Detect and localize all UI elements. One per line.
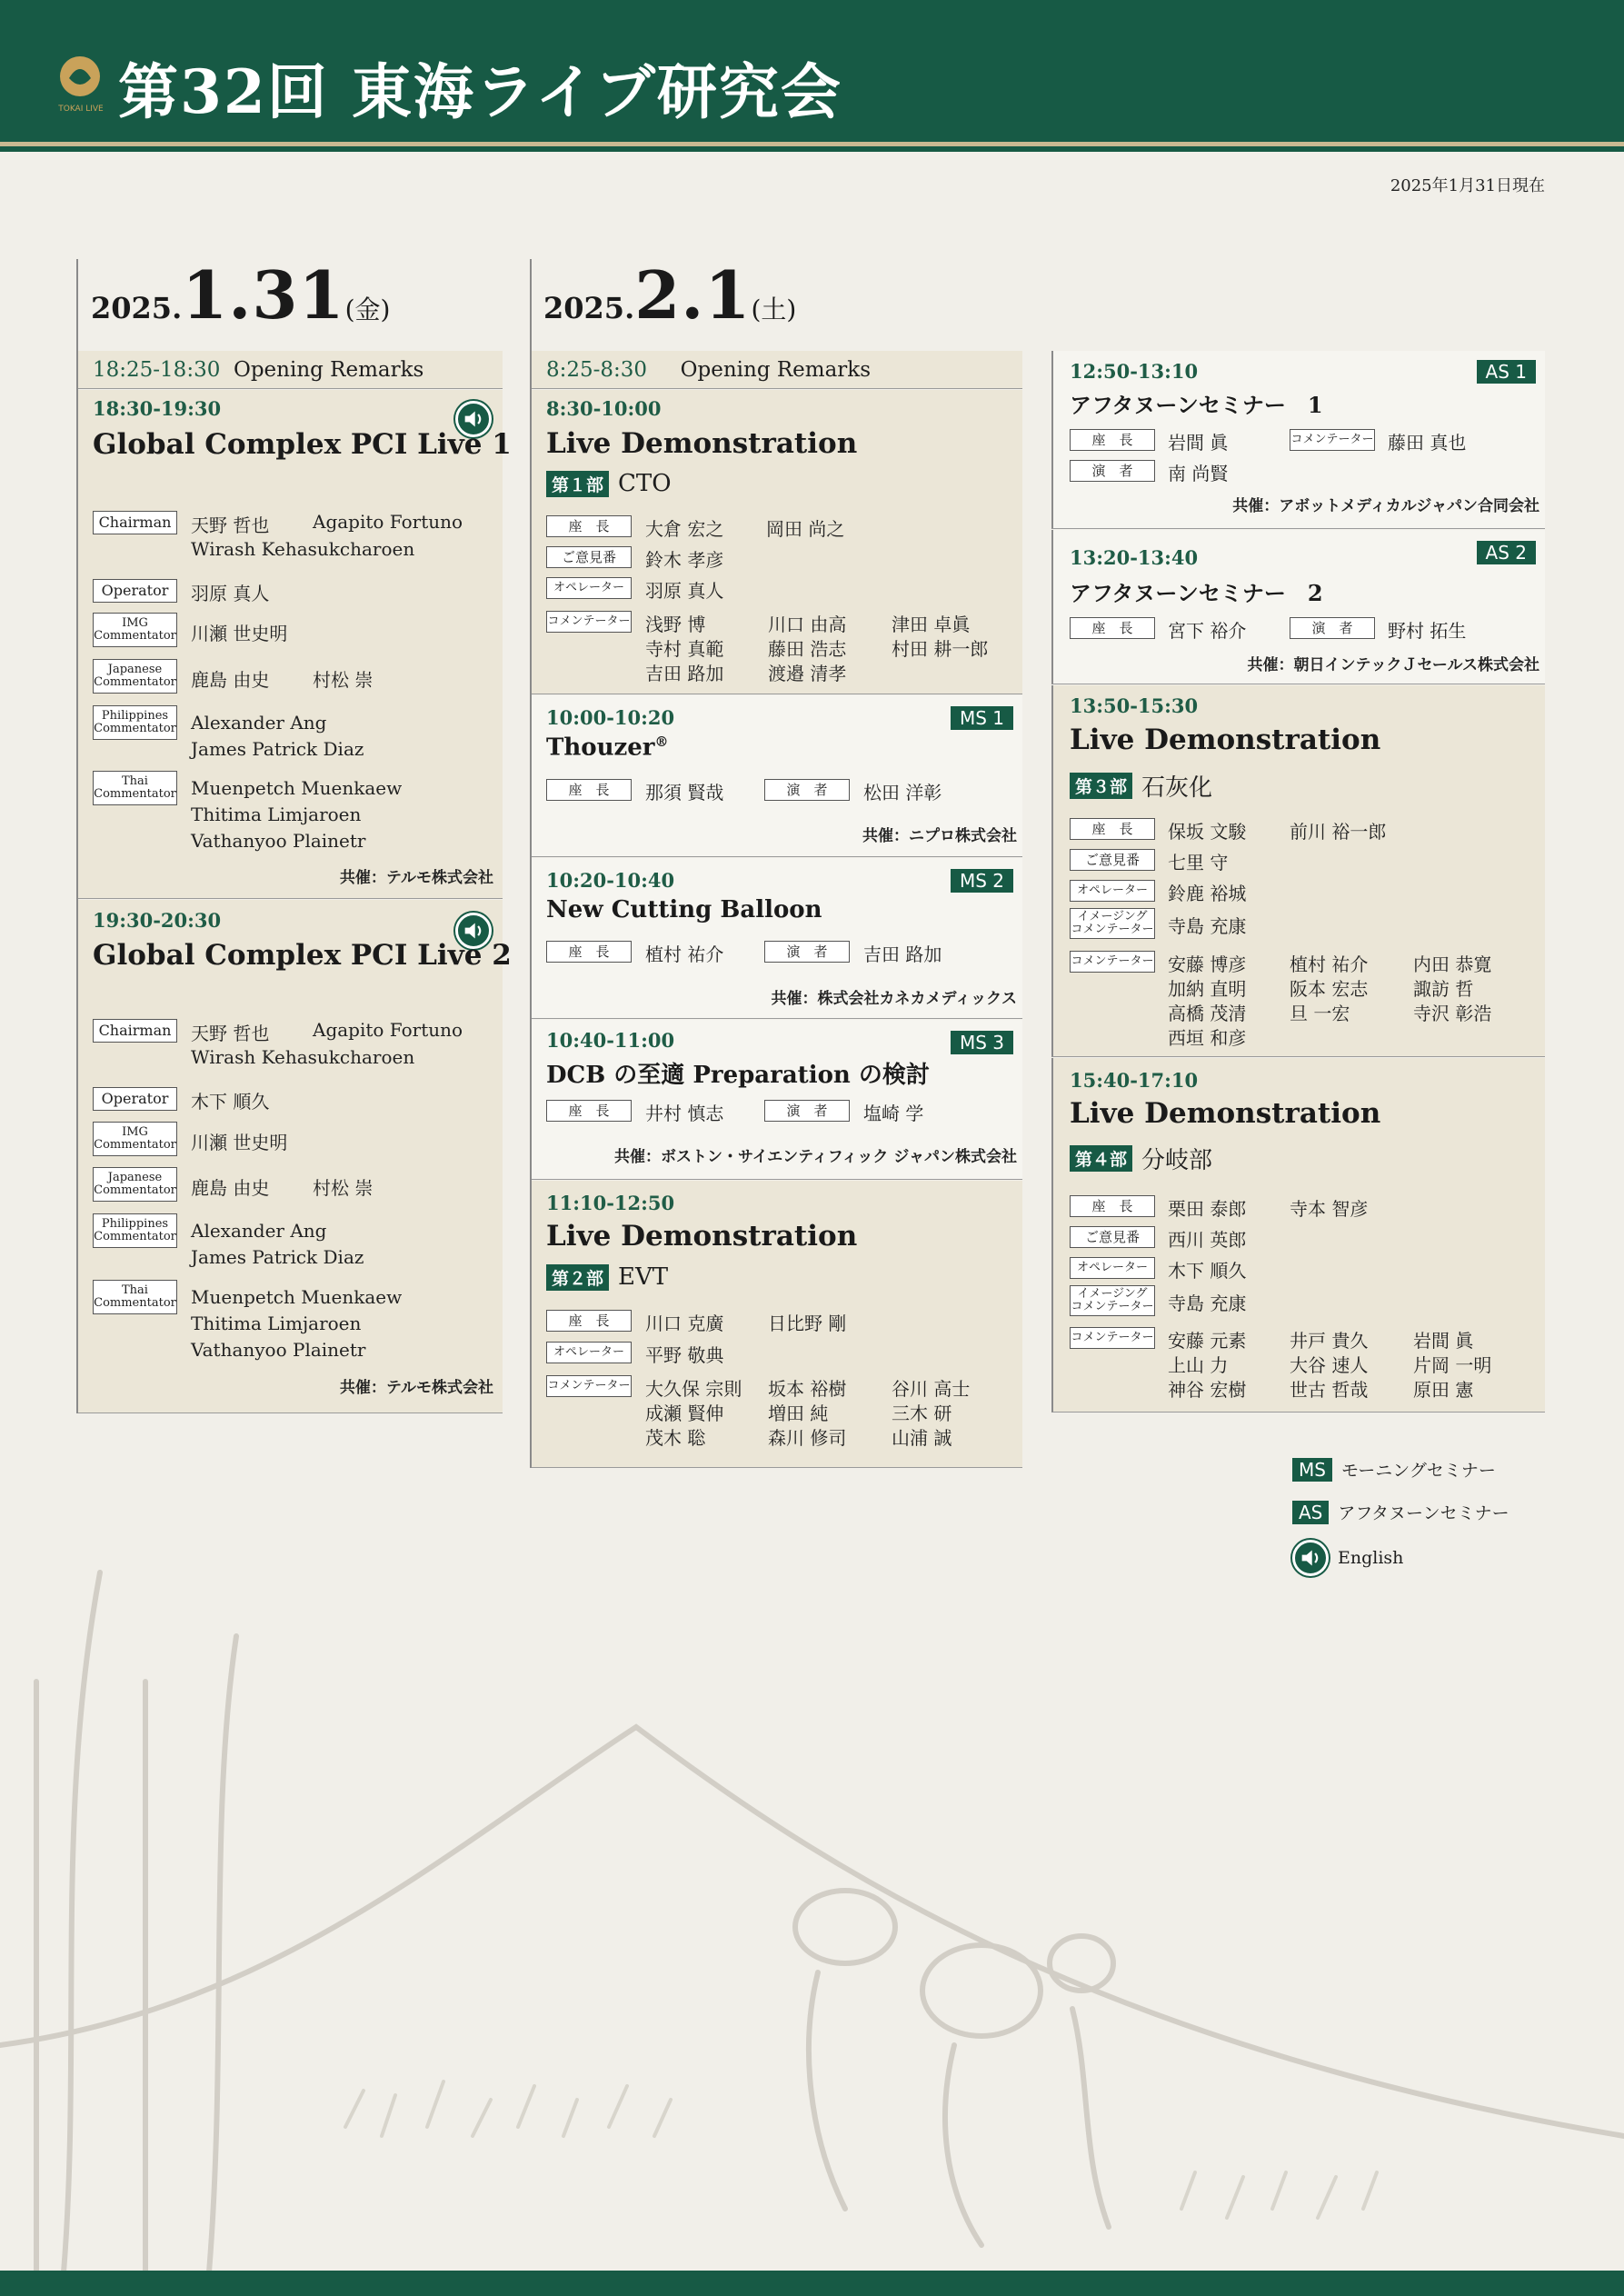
role-tag-commentator: コメンテーター (1070, 1327, 1155, 1349)
session-block-evt (532, 1181, 1022, 1468)
legend-as (1292, 1500, 1509, 1524)
commentator-name: 原田 憲 (1413, 1379, 1474, 1401)
session-block-calcification (1051, 685, 1545, 1057)
commentator-name: 森川 修司 (768, 1427, 847, 1449)
opening-line (546, 358, 871, 382)
role-tag-commentator: コメンテーター (1070, 951, 1155, 973)
role-tag-performer: 演 者 (1070, 460, 1155, 482)
commentator-name: 山浦 誠 (892, 1427, 952, 1449)
legend-text: モーニングセミナー (1340, 1461, 1496, 1481)
chair-name: 岡田 尚之 (766, 518, 845, 540)
role-tag-japanese-commentator: Japanese Commentator (93, 659, 177, 694)
role-tag-performer: 演 者 (764, 779, 850, 801)
role-tag-philippines-commentator: Philippines Commentator (93, 1213, 177, 1248)
performer-name: 吉田 路加 (863, 943, 942, 965)
chairman-name: Agapito Fortuno (313, 511, 463, 533)
session-title: Global Complex PCI Live 2 (93, 939, 512, 972)
sponsor-text: 共催：ニプロ株式会社 (862, 827, 1017, 845)
commentator-name: 植村 祐介 (1290, 953, 1369, 975)
japanese-commentator-name: 鹿島 由史 (191, 1177, 270, 1199)
commentator-name: 加納 直明 (1168, 978, 1247, 1000)
session-time: 13:20-13:40 (1070, 546, 1199, 569)
opening-title: Opening Remarks (233, 358, 424, 382)
role-tag-operator: オペレーター (1070, 880, 1155, 902)
commentator-name: 高橋 茂清 (1168, 1003, 1247, 1024)
part-topic: 分岐部 (1141, 1147, 1213, 1174)
chair-name: 大倉 宏之 (645, 518, 724, 540)
commentator-name: 西垣 和彦 (1168, 1027, 1247, 1049)
commentator-name: 谷川 高士 (892, 1378, 971, 1400)
sponsor-text: 共催：朝日インテックＪセールス株式会社 (1247, 656, 1539, 674)
footer-bar (0, 2271, 1624, 2296)
role-tag-chair: 座 長 (546, 779, 632, 801)
thai-commentator-name: Muenpetch Muenkaew (191, 777, 403, 799)
philippines-commentator-name: Alexander Ang (191, 1220, 327, 1242)
commentator-name: 神谷 宏樹 (1168, 1379, 1247, 1401)
chair-name: 栗田 泰郎 (1168, 1198, 1247, 1220)
opinion-name: 西川 英郎 (1168, 1229, 1247, 1251)
opening-time: 18:25-18:30 (93, 358, 221, 382)
commentator-name: 旦 一宏 (1290, 1003, 1350, 1024)
role-tag-operator: Operator (93, 579, 177, 603)
philippines-commentator-name: Alexander Ang (191, 712, 327, 734)
role-tag-operator: オペレーター (1070, 1257, 1155, 1279)
opening-time: 8:25-8:30 (546, 358, 648, 382)
sponsor-text: 共催：テルモ株式会社 (339, 1379, 493, 1397)
commentator-name: 寺村 真範 (645, 638, 724, 660)
imaging-commentator-name: 寺島 充康 (1168, 1293, 1247, 1314)
page-title: 第32回 東海ライブ研究会 (118, 56, 842, 127)
chair-name: 岩間 眞 (1168, 432, 1229, 454)
session-title: Live Demonstration (1070, 724, 1381, 756)
day1-date: 1.31 (182, 256, 345, 334)
part-topic: EVT (618, 1263, 669, 1291)
commentator-name: 成瀬 賢伸 (645, 1403, 724, 1424)
opening-line (93, 358, 423, 382)
opening-title: Opening Remarks (680, 358, 872, 382)
sponsor-text: 共催：ボストン・サイエンティフィック ジャパン株式会社 (614, 1148, 1017, 1166)
commentator-name: 川口 由高 (768, 614, 847, 635)
legend-english (1292, 1540, 1403, 1576)
commentator-name: 藤田 浩志 (768, 638, 847, 660)
sponsor-text: 共催：テルモ株式会社 (339, 869, 493, 887)
imaging-commentator-name: 寺島 充康 (1168, 915, 1247, 937)
role-tag-operator: オペレーター (546, 1342, 632, 1363)
ms-badge: MS 3 (951, 1031, 1013, 1054)
day1-year: 2025. (91, 291, 183, 325)
operator-name: 羽原 真人 (645, 580, 724, 602)
role-tag-thai-commentator: Thai Commentator (93, 771, 177, 805)
role-tag-performer: 演 者 (764, 941, 850, 963)
session-time: 11:10-12:50 (546, 1192, 675, 1214)
commentator-name: 津田 卓眞 (892, 614, 971, 635)
chair-name: 前川 裕一郎 (1290, 821, 1387, 843)
role-tag-commentator: コメンテーター (1290, 429, 1375, 451)
day2-date: 2.1 (634, 256, 752, 334)
commentator-name: 阪本 宏志 (1290, 978, 1369, 1000)
role-tag-opinion: ご意見番 (1070, 849, 1155, 871)
commentator-name: 安藤 博彦 (1168, 953, 1247, 975)
thai-commentator-name: Vathanyoo Plainetr (191, 830, 366, 852)
session-time: 10:40-11:00 (546, 1029, 675, 1052)
thai-commentator-name: Vathanyoo Plainetr (191, 1339, 366, 1361)
sponsor-text: 共催：アボットメディカルジャパン合同会社 (1232, 497, 1539, 515)
legend-badge: MS (1292, 1458, 1332, 1482)
session-title: Live Demonstration (546, 1220, 858, 1253)
session-title: Live Demonstration (1070, 1097, 1381, 1130)
role-tag-imaging-commentator: イメージング コメンテーター (1070, 1285, 1155, 1316)
tokai-live-logo (53, 51, 109, 116)
commentator-name: 坂本 裕樹 (768, 1378, 847, 1400)
day1-date-heading (91, 256, 390, 334)
chair-name: 寺本 智彦 (1290, 1198, 1369, 1220)
day2-opening-block (532, 351, 1022, 389)
part-badge: 第１部 (546, 471, 609, 497)
part-label (1070, 1142, 1212, 1175)
as-of-date: 2025年1月31日現在 (1390, 176, 1545, 195)
role-tag-opinion: ご意見番 (1070, 1226, 1155, 1248)
chairman-name: Agapito Fortuno (313, 1019, 463, 1041)
thai-commentator-name: Thitima Limjaroen (191, 804, 362, 825)
session-time: 13:50-15:30 (1070, 694, 1199, 717)
chair-name: 那須 賢哉 (645, 782, 724, 804)
role-tag-chair: 座 長 (546, 941, 632, 963)
role-tag-img-commentator: IMG Commentator (93, 1122, 177, 1156)
role-tag-chair: 座 長 (1070, 429, 1155, 451)
part-label (546, 470, 672, 497)
commentator-name: 寺沢 彰浩 (1413, 1003, 1492, 1024)
session-block-as1 (1051, 351, 1545, 529)
part-topic: 石灰化 (1141, 774, 1213, 802)
role-tag-chair: 座 長 (1070, 1195, 1155, 1217)
role-tag-chair: 座 長 (546, 515, 632, 537)
thai-commentator-name: Thitima Limjaroen (191, 1313, 362, 1334)
role-tag-chair: 座 長 (546, 1310, 632, 1332)
legend-text: English (1338, 1548, 1404, 1568)
day1-opening-block (78, 351, 503, 389)
chairman-name: 天野 哲也 (191, 1023, 270, 1044)
role-tag-chairman: Chairman (93, 511, 177, 534)
role-tag-commentator: コメンテーター (546, 611, 632, 633)
role-tag-chair: 座 長 (1070, 818, 1155, 840)
role-tag-chair: 座 長 (1070, 617, 1155, 639)
sponsor-text: 共催：株式会社カネカメディックス (771, 990, 1017, 1008)
role-tag-chair: 座 長 (546, 1100, 632, 1122)
commentator-name: 大谷 速人 (1290, 1354, 1369, 1376)
chairman-name: Wirash Kehasukcharoen (191, 1046, 415, 1068)
performer-name: 野村 拓生 (1388, 620, 1467, 642)
legend-text: アフタヌーンセミナー (1338, 1503, 1509, 1523)
chairman-name: Wirash Kehasukcharoen (191, 538, 415, 560)
thai-commentator-name: Muenpetch Muenkaew (191, 1286, 403, 1308)
commentator-name: 内田 恭寛 (1413, 953, 1492, 975)
session-title: New Cutting Balloon (546, 896, 822, 923)
chair-name: 保坂 文駿 (1168, 821, 1247, 843)
role-tag-operator: Operator (93, 1087, 177, 1111)
commentator-name: 片岡 一明 (1413, 1354, 1492, 1376)
as-badge: AS 2 (1477, 541, 1536, 564)
role-tag-philippines-commentator: Philippines Commentator (93, 705, 177, 740)
role-tag-opinion: ご意見番 (546, 546, 632, 568)
role-tag-performer: 演 者 (1290, 617, 1375, 639)
role-tag-japanese-commentator: Japanese Commentator (93, 1167, 177, 1202)
commentator-name: 茂木 聡 (645, 1427, 706, 1449)
as-badge: AS 1 (1477, 360, 1536, 384)
session-time: 15:40-17:10 (1070, 1069, 1199, 1092)
session-title: アフタヌーンセミナー 2 (1070, 580, 1323, 606)
ms-badge: MS 2 (951, 869, 1013, 893)
performer-name: 塩崎 学 (863, 1103, 924, 1124)
commentator-name: 村田 耕一郎 (892, 638, 989, 660)
chair-name: 日比野 剛 (768, 1313, 847, 1334)
role-tag-thai-commentator: Thai Commentator (93, 1280, 177, 1314)
img-commentator-name: 川瀬 世史明 (191, 623, 288, 644)
session-block-as2 (1051, 530, 1545, 684)
speaker-icon (1292, 1540, 1329, 1576)
commentator-name: 渡邉 清孝 (768, 663, 847, 684)
commentator-name: 安藤 元素 (1168, 1330, 1247, 1352)
operator-name: 木下 順久 (191, 1091, 270, 1113)
commentator-name: 三木 研 (892, 1403, 952, 1424)
session-time: 10:00-10:20 (546, 706, 675, 729)
legend-badge: AS (1292, 1501, 1329, 1524)
role-tag-operator: オペレーター (546, 577, 632, 599)
session-title: Live Demonstration (546, 427, 858, 460)
svg-text:TOKAI LIVE: TOKAI LIVE (58, 105, 104, 114)
commentator-name: 藤田 真也 (1388, 432, 1467, 454)
chair-name: 植村 祐介 (645, 943, 724, 965)
session-block-ms3 (532, 1020, 1022, 1180)
chairman-name: 天野 哲也 (191, 514, 270, 536)
img-commentator-name: 川瀬 世史明 (191, 1132, 288, 1153)
background-illustration (0, 1500, 1624, 2272)
part-badge: 第２部 (546, 1264, 609, 1291)
performer-name: 松田 洋彰 (863, 782, 942, 804)
role-tag-img-commentator: IMG Commentator (93, 613, 177, 647)
opinion-name: 鈴木 孝彦 (645, 549, 724, 571)
day1-weekday: (金) (344, 294, 391, 324)
performer-name: 南 尚賢 (1168, 463, 1229, 484)
session-block-live1 (78, 390, 512, 899)
session-time: 12:50-13:10 (1070, 360, 1199, 383)
session-title: アフタヌーンセミナー 1 (1070, 392, 1323, 418)
operator-name: 木下 順久 (1168, 1260, 1247, 1282)
role-tag-imaging-commentator: イメージング コメンテーター (1070, 908, 1155, 939)
commentator-name: 世古 哲哉 (1290, 1379, 1369, 1401)
session-title: DCB の至適 Preparation の検討 (546, 1062, 930, 1089)
legend-ms (1292, 1457, 1496, 1482)
session-block-bifurcation (1051, 1058, 1545, 1413)
part-badge: 第３部 (1070, 773, 1132, 799)
commentator-name: 大久保 宗則 (645, 1378, 742, 1400)
session-time: 19:30-20:30 (93, 909, 222, 932)
part-badge: 第４部 (1070, 1145, 1132, 1172)
day2-year: 2025. (543, 291, 635, 325)
philippines-commentator-name: James Patrick Diaz (191, 1246, 364, 1268)
part-topic: CTO (618, 470, 672, 497)
chair-name: 宮下 裕介 (1168, 620, 1247, 642)
header-green-rule (0, 146, 1624, 152)
session-time: 10:20-10:40 (546, 869, 675, 892)
chair-name: 井村 慎志 (645, 1103, 724, 1124)
commentator-name: 吉田 路加 (645, 663, 724, 684)
operator-name: 羽原 真人 (191, 583, 270, 604)
role-tag-chairman: Chairman (93, 1019, 177, 1043)
role-tag-performer: 演 者 (764, 1100, 850, 1122)
day2-weekday: (土) (751, 294, 797, 324)
operator-name: 平野 敬典 (645, 1344, 724, 1366)
commentator-name: 岩間 眞 (1413, 1330, 1474, 1352)
session-title: Thouzer® (546, 734, 669, 762)
session-block-ms1 (532, 695, 1022, 857)
commentator-name: 諏訪 哲 (1413, 978, 1474, 1000)
session-time: 8:30-10:00 (546, 397, 662, 420)
session-time: 18:30-19:30 (93, 397, 222, 420)
commentator-name: 井戸 貴久 (1290, 1330, 1369, 1352)
session-block-ms2 (532, 858, 1022, 1019)
japanese-commentator-name: 村松 崇 (313, 1177, 374, 1199)
part-label (1070, 769, 1212, 803)
day2-date-heading (543, 256, 796, 334)
ms-badge: MS 1 (951, 706, 1013, 730)
commentator-name: 増田 純 (768, 1403, 829, 1424)
operator-name: 鈴鹿 裕城 (1168, 883, 1247, 904)
session-block-cto (532, 390, 1022, 694)
opinion-name: 七里 守 (1168, 852, 1229, 873)
role-tag-commentator: コメンテーター (546, 1375, 632, 1397)
part-label (546, 1263, 668, 1291)
chair-name: 川口 克廣 (645, 1313, 724, 1334)
commentator-name: 浅野 博 (645, 614, 706, 635)
japanese-commentator-name: 鹿島 由史 (191, 669, 270, 691)
philippines-commentator-name: James Patrick Diaz (191, 738, 364, 760)
commentator-name: 上山 力 (1168, 1354, 1229, 1376)
session-block-live2 (78, 900, 512, 1413)
japanese-commentator-name: 村松 崇 (313, 669, 374, 691)
session-title: Global Complex PCI Live 1 (93, 428, 512, 461)
